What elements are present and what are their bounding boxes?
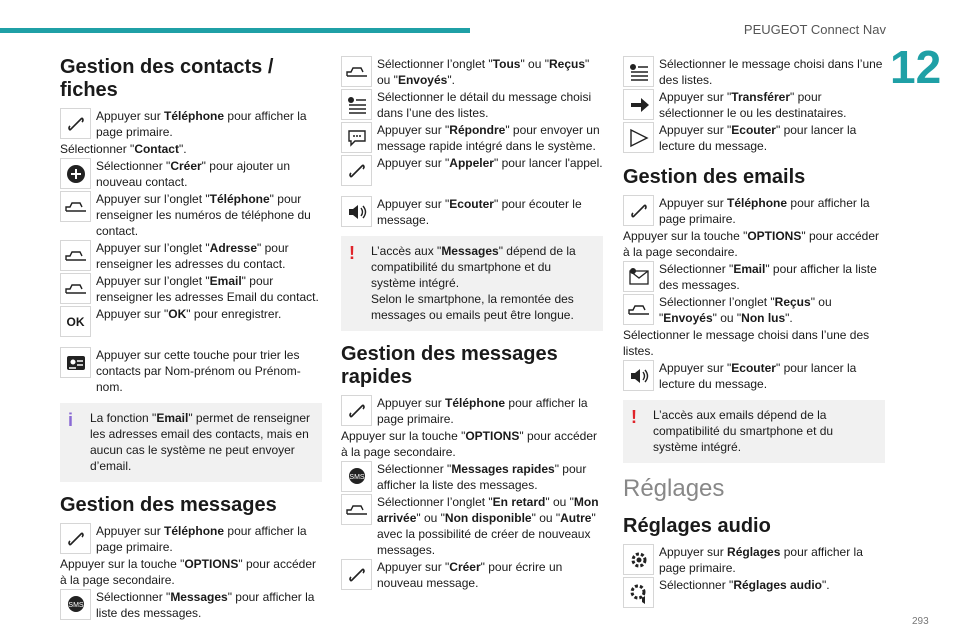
sms-icon (60, 589, 91, 620)
step-phone: Appuyer sur Téléphone pour afficher la page primaire. (341, 395, 603, 427)
section-title-settings: Réglages (623, 475, 725, 502)
forward-icon (623, 89, 654, 120)
speaker-icon (341, 196, 372, 227)
tab-icon (341, 56, 372, 87)
step-text: Appuyer sur Téléphone pour afficher la page primaire. (96, 109, 307, 139)
step-create: Sélectionner "Créer" pour ajouter un nouveau contact. (60, 158, 322, 190)
section-title-emails: Gestion des emails (623, 166, 806, 188)
reply-icon (341, 122, 372, 153)
step-audio-settings: Sélectionner "Réglages audio". (623, 577, 885, 608)
column-1: Gestion des contacts / fiches Appuyer sur Téléphone pour afficher la page primaire. Sélectionner "Contact". Sélectionner "Créer" pour ajouter un nouveau contact. Appuyer sur l’onglet "Téléphone" pour renseigner les numéros de téléphone du contact. Appuyer sur l’onglet "Adresse" pour renseigner les adresses du contact. Appuyer sur l’onglet "Email" pour renseigner les adresses Email du contact. OK Appuyer sur "OK" pour enregistrer. Appuyer sur cette touche pour trier les contacts par Nom-prénom ou Prénom-nom. i La fonction "Email" permet de renseigner les adresses email des contacts, mais en aucun cas le système ne peut envoyer d’email. Gestion des messages Appuyer sur Téléphone pour afficher la page primaire. Appuyer sur la touche "OPTIONS" pour accéder à la page secondaire. Sélectionner "Messages" pour afficher la liste des messages. (60, 56, 322, 622)
phone-icon (341, 155, 372, 186)
step-create-message: Appuyer sur "Créer" pour écrire un nouveau message. (341, 559, 603, 591)
list-detail-icon (623, 56, 654, 87)
pencil-icon (341, 559, 372, 590)
step-text: Sélectionner "Contact". (60, 142, 187, 156)
step-listen: Appuyer sur "Ecouter" pour lancer la lecture du message. (623, 360, 885, 392)
warning-note: ! L’accès aux "Messages" dépend de la compatibilité du smartphone et du système intégré. Selon le smartphone, la remontée des messages ou emails peut être longue. (341, 236, 603, 331)
phone-icon (623, 195, 654, 226)
step-settings: Appuyer sur Réglages pour afficher la page primaire. (623, 544, 885, 576)
header-title: PEUGEOT Connect Nav (743, 22, 886, 37)
tab-icon (60, 240, 91, 271)
column-3: Sélectionner le message choisi dans l’une des listes. Appuyer sur "Transférer" pour sélectionner le ou les destinataires. Appuyer sur "Ecouter" pour lancer la lecture du message. Gestion des emails Appuyer sur Téléphone pour afficher la page primaire. Appuyer sur la touche "OPTIONS" pour accéder à la page secondaire. Sélectionner "Email" pour afficher la liste des messages. Sélectionner l’onglet "Reçus" ou "Envoyés" ou "Non lus". Sélectionner le message choisi dans l’une des listes. Appuyer sur "Ecouter" pour lancer la lecture du message. ! L’accès aux emails dépend de la compatibilité du smartphone et du système intégré. Réglages Réglages audio Appuyer sur Réglages pour afficher la page primaire. Sélectionner "Réglages audio". (623, 56, 885, 609)
step-ok: OK Appuyer sur "OK" pour enregistrer. (60, 306, 322, 337)
step-tab-email: Appuyer sur l’onglet "Email" pour renseigner les adresses Email du contact. (60, 273, 322, 305)
tab-icon (341, 494, 372, 525)
step-sort: Appuyer sur cette touche pour trier les contacts par Nom-prénom ou Prénom-nom. (60, 347, 322, 395)
step-detail: Sélectionner le détail du message choisi dans l’une des listes. (341, 89, 603, 121)
step-messages: Sélectionner "Messages" pour afficher la liste des messages. (60, 589, 322, 621)
warning-icon: ! (349, 243, 355, 263)
list-detail-icon (341, 89, 372, 120)
step-phone: Appuyer sur Téléphone pour afficher la page primaire. (60, 523, 322, 555)
phone-icon (60, 108, 91, 139)
plus-icon (60, 158, 91, 189)
step-quick-messages: Sélectionner "Messages rapides" pour afficher la liste des messages. (341, 461, 603, 493)
step-phone: Appuyer sur Téléphone pour afficher la page primaire. (623, 195, 885, 227)
phone-icon (341, 395, 372, 426)
tab-icon (60, 273, 91, 304)
step-call: Appuyer sur "Appeler" pour lancer l'appel. (341, 155, 603, 186)
step-tab-late: Sélectionner l’onglet "En retard" ou "Mon arrivée" ou "Non disponible" ou "Autre" avec la possibilité de créer de nouveaux messages. (341, 494, 603, 558)
speaker-icon (623, 360, 654, 391)
tab-icon (623, 294, 654, 325)
step-forward: Appuyer sur "Transférer" pour sélectionner le ou les destinataires. (623, 89, 885, 121)
step-listen: Appuyer sur "Ecouter" pour lancer la lecture du message. (623, 122, 885, 154)
chapter-number: 12 (890, 41, 942, 93)
header-bar (0, 28, 470, 33)
step-listen: Appuyer sur "Ecouter" pour écouter le message. (341, 196, 603, 228)
step-tab-received: Sélectionner l’onglet "Reçus" ou "Envoyés" ou "Non lus". (623, 294, 885, 326)
audio-settings-icon (623, 577, 654, 608)
section-title-audio-settings: Réglages audio (623, 515, 771, 537)
step-tab-all: Sélectionner l’onglet "Tous" ou "Reçus" ou "Envoyés". (341, 56, 603, 88)
step-tab-address: Appuyer sur l’onglet "Adresse" pour renseigner les adresses du contact. (60, 240, 322, 272)
step-tab-phone: Appuyer sur l’onglet "Téléphone" pour renseigner les numéros de téléphone du contact. (60, 191, 322, 239)
step-select-message: Sélectionner le message choisi dans l’une des listes. (623, 56, 885, 88)
column-2: Sélectionner l’onglet "Tous" ou "Reçus" ou "Envoyés". Sélectionner le détail du message choisi dans l’une des listes. Appuyer sur "Répondre" pour envoyer un message rapide intégré dans le système. Appuyer sur "Appeler" pour lancer l'appel. Appuyer sur "Ecouter" pour écouter le message. ! L’accès aux "Messages" dépend de la compatibilité du smartphone et du système intégré. Selon le smartphone, la remontée des messages ou emails peut être longue. Gestion des messages rapides Appuyer sur Téléphone pour afficher la page primaire. Appuyer sur la touche "OPTIONS" pour accéder à la page secondaire. Sélectionner "Messages rapides" pour afficher la liste des messages. Sélectionner l’onglet "En retard" ou "Mon arrivée" ou "Non disponible" ou "Autre" avec la possibilité de créer de nouveaux messages. Appuyer sur "Créer" pour écrire un nouveau message. (341, 57, 603, 590)
gear-icon (623, 544, 654, 575)
section-title-quick-messages: Gestion des messages rapides (341, 343, 558, 388)
tab-icon (60, 191, 91, 222)
step-phone (60, 108, 322, 140)
play-icon (623, 122, 654, 153)
mail-icon (623, 261, 654, 292)
ok-icon: OK (60, 306, 91, 337)
info-icon: i (68, 410, 74, 430)
step-reply: Appuyer sur "Répondre" pour envoyer un message rapide intégré dans le système. (341, 122, 603, 154)
sort-contacts-icon (60, 347, 91, 378)
section-title-messages: Gestion des messages (60, 494, 277, 516)
warning-note: ! L’accès aux emails dépend de la compatibilité du smartphone et du système intégré. (623, 400, 885, 463)
step-email: Sélectionner "Email" pour afficher la liste des messages. (623, 261, 885, 293)
quick-message-icon (341, 461, 372, 492)
info-note: i La fonction "Email" permet de renseigner les adresses email des contacts, mais en aucun cas le système ne peut envoyer d’email. (60, 403, 322, 482)
page-number: 293 (912, 616, 929, 627)
section-title-contacts: Gestion des contacts / fiches (60, 56, 274, 101)
warning-icon: ! (631, 407, 637, 427)
phone-icon (60, 523, 91, 554)
